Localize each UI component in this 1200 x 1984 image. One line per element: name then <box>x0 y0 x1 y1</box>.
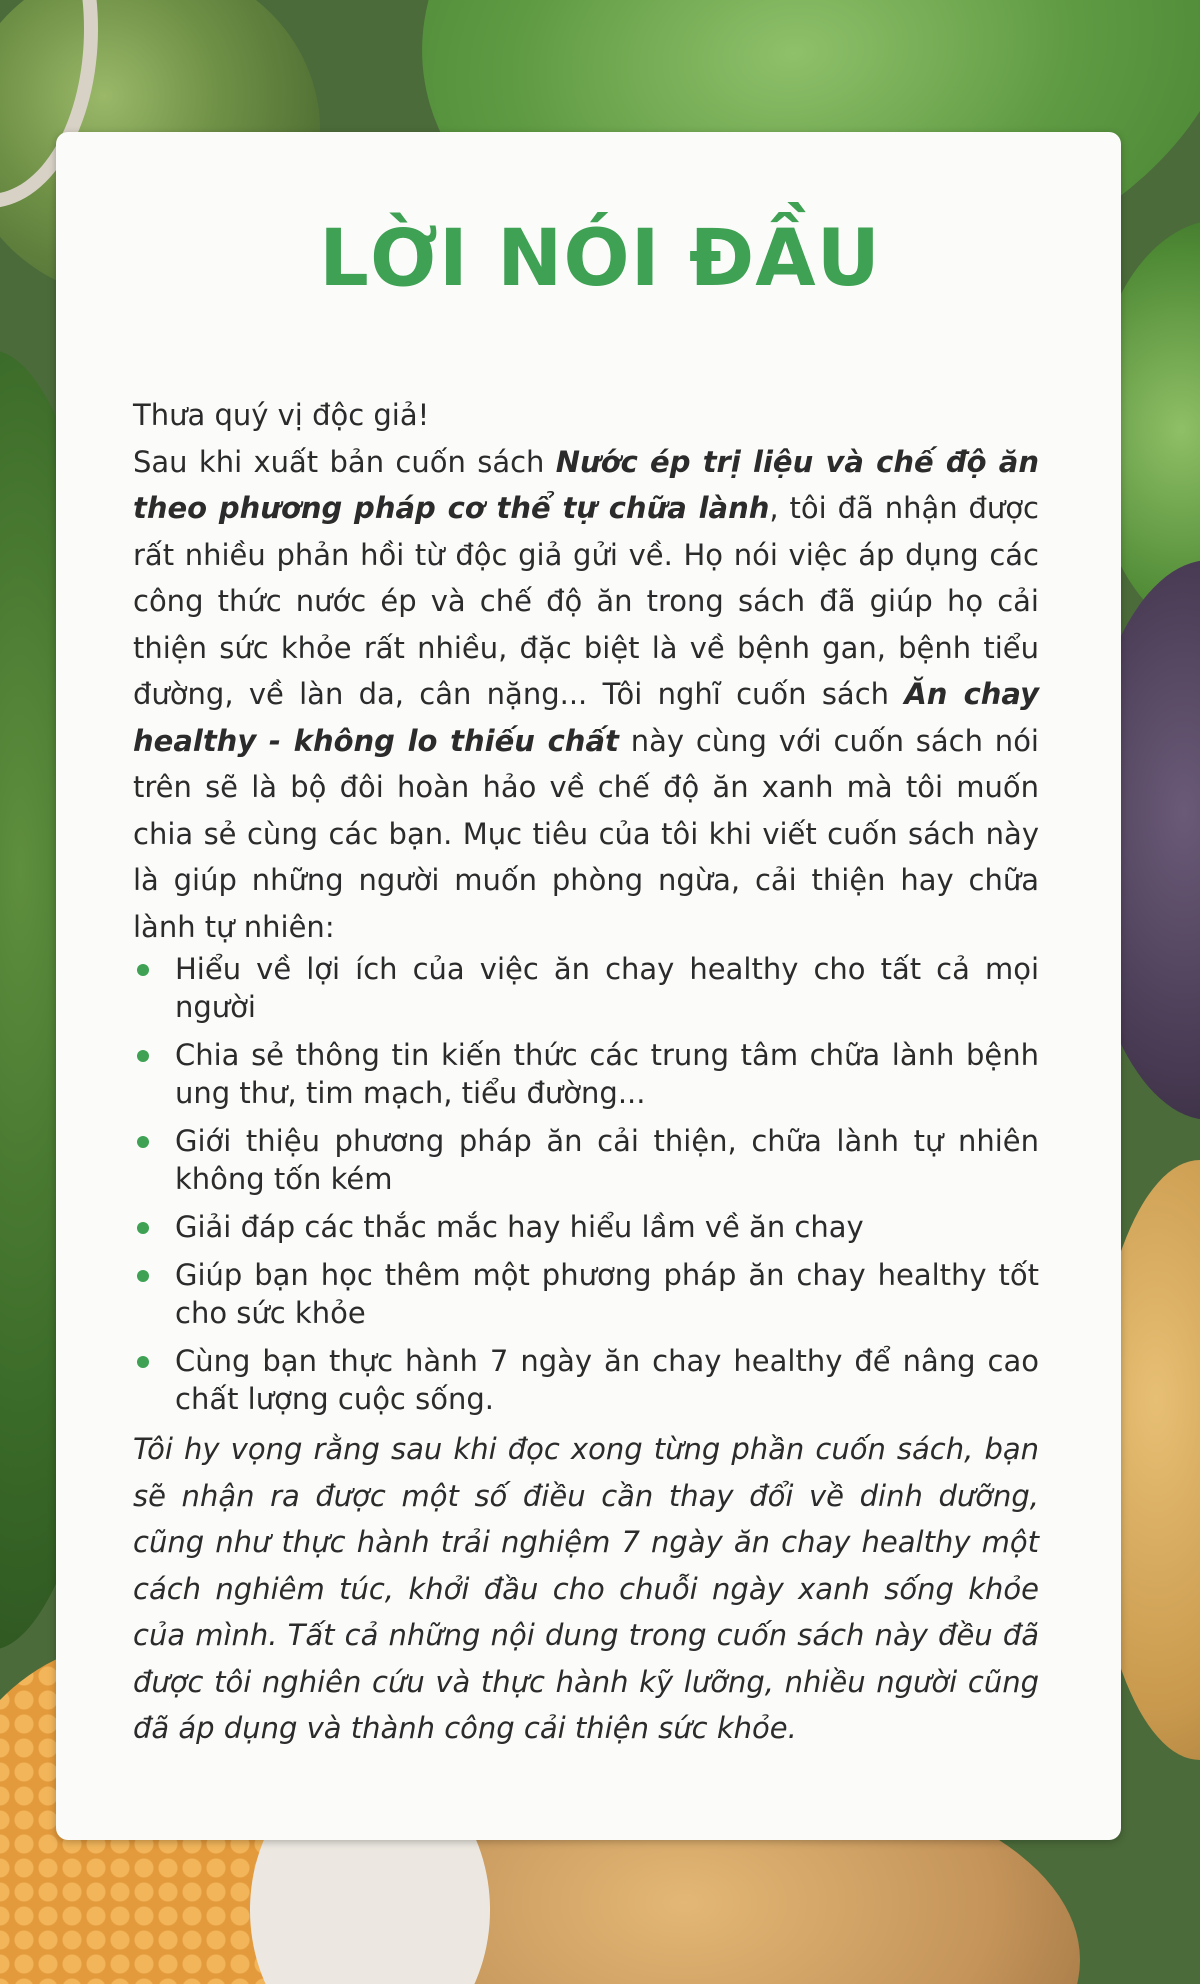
book-title-2: Ăn chay healthy - không lo thiếu chất <box>133 677 1039 758</box>
list-item: Hiểu về lợi ích của việc ăn chay healthy cho tất cả mọi người <box>133 950 1039 1026</box>
greeting: Thưa quý vị độc giả! <box>133 398 430 432</box>
bullet-dot-icon <box>137 964 149 976</box>
bullet-dot-icon <box>137 1270 149 1282</box>
list-item: Giới thiệu phương pháp ăn cải thiện, chữa lành tự nhiên không tốn kém <box>133 1122 1039 1198</box>
bullet-dot-icon <box>137 1050 149 1062</box>
closing-paragraph: Tôi hy vọng rằng sau khi đọc xong từng phần cuốn sách, bạn sẽ nhận ra được một số điều cần thay đổi về dinh dưỡng, cũng như thực hành trải nghiệm 7 ngày ăn chay healthy một cách nghiêm túc, khởi đầu cho chuỗi ngày xanh sống khỏe của mình. Tất cả những nội dung trong cuốn sách này đều đã được tôi nghiên cứu và thực hành kỹ lưỡng, nhiều người cũng đã áp dụng và thành công cải thiện sức khỏe. <box>133 1432 1039 1745</box>
page-body <box>133 392 1039 1752</box>
intro-text-1: Sau khi xuất bản cuốn sách <box>133 444 556 479</box>
intro-text-3: này cùng với cuốn sách nói trên sẽ là bộ đôi hoàn hảo về chế độ ăn xanh mà tôi muốn chia sẻ cùng các bạn. Mục tiêu của tôi khi viết cuốn sách này là giúp những người muốn phòng ngừa, cải thiện hay chữa lành tự nhiên: <box>133 723 1039 944</box>
intro-text-2: , tôi đã nhận được rất nhiều phản hồi từ độc giả gửi về. Họ nói việc áp dụng các công thức nước ép và chế độ ăn trong sách đã giúp họ cải thiện sức khỏe rất nhiều, đặc biệt là về bệnh gan, bệnh tiểu đường, về làn da, cân nặng... Tôi nghĩ cuốn sách <box>133 491 1039 711</box>
goal-list <box>133 950 1039 1418</box>
page-title: LỜI NÓI ĐẦU <box>319 214 881 304</box>
bullet-dot-icon <box>137 1222 149 1234</box>
list-item: Giải đáp các thắc mắc hay hiểu lầm về ăn chay <box>133 1208 1039 1246</box>
list-item: Chia sẻ thông tin kiến thức các trung tâm chữa lành bệnh ung thư, tim mạch, tiểu đường... <box>133 1036 1039 1112</box>
list-item: Cùng bạn thực hành 7 ngày ăn chay healthy để nâng cao chất lượng cuộc sống. <box>133 1342 1039 1418</box>
bullet-dot-icon <box>137 1356 149 1368</box>
bullet-dot-icon <box>137 1136 149 1148</box>
list-item: Giúp bạn học thêm một phương pháp ăn chay healthy tốt cho sức khỏe <box>133 1256 1039 1332</box>
intro-paragraph <box>133 439 1039 951</box>
book-title-1: Nước ép trị liệu và chế độ ăn theo phương pháp cơ thể tự chữa lành <box>133 444 1039 525</box>
